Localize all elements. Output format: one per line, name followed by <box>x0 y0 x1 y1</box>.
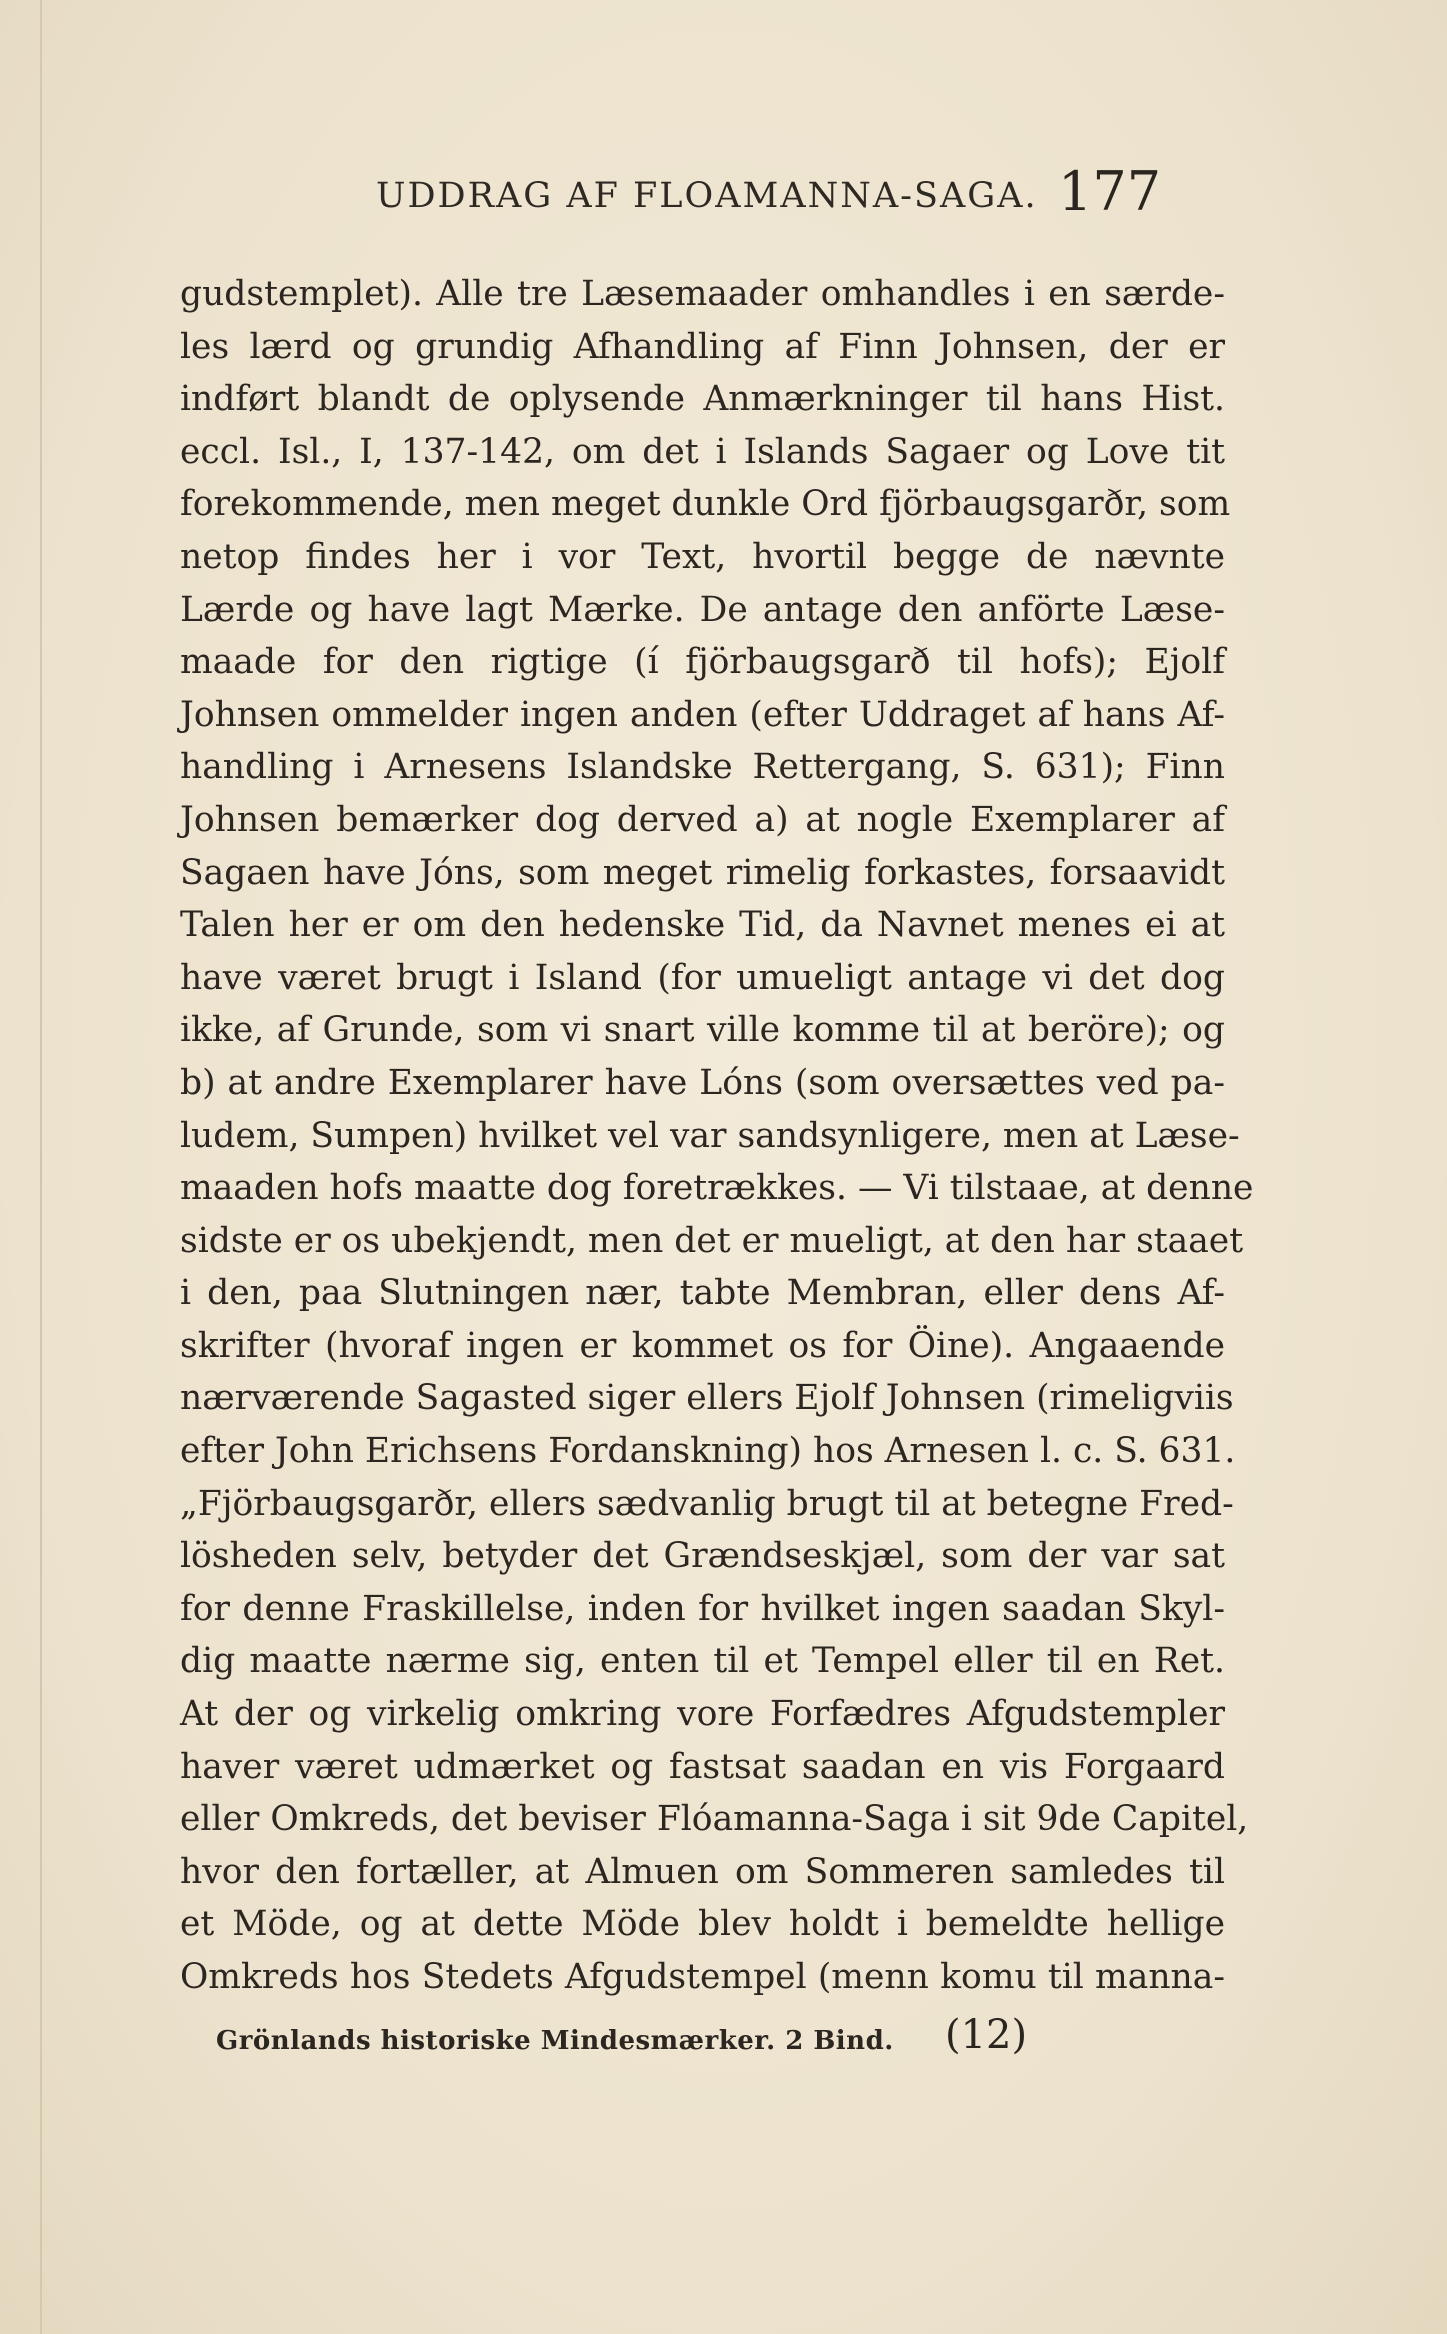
text-line: gudstemplet). Alle tre Læsemaader omhandles i en særde- <box>180 274 1225 314</box>
text-line: et Möde, og at dette Möde blev holdt i bemeldte hellige <box>180 1904 1225 1945</box>
text-line: ludem, Sumpen) hvilket vel var sandsynligere, men at Læse- <box>180 1115 1240 1156</box>
body-text <box>180 268 1254 2004</box>
text-line: dig maatte nærme sig, enten til et Tempel eller til en Ret. <box>180 1641 1225 1682</box>
signature-line: Grönlands historiske Mindesmærker. 2 Bind. <box>216 2026 894 2056</box>
text-line: At der og virkelig omkring vore Forfædres Afgudstempler <box>180 1694 1225 1735</box>
text-line: maade for den rigtige (í fjörbaugsgarð til hofs); Ejolf <box>180 642 1225 683</box>
text-line: forekommende, men meget dunkle Ord fjörbaugsgarðr, som <box>180 484 1231 525</box>
text-line: efter John Erichsens Fordanskning) hos Arnesen l. c. S. 631. <box>180 1431 1236 1472</box>
text-line: sidste er os ubekjendt, men det er mueligt, at den har staaet <box>180 1220 1244 1261</box>
page-footer <box>180 2012 1225 2072</box>
sheet-mark: (12) <box>945 2012 1028 2058</box>
text-line: indført blandt de oplysende Anmærkninger til hans Hist. <box>180 379 1225 420</box>
text-line: skrifter (hvoraf ingen er kommet os for Öine). Angaaende <box>180 1325 1225 1366</box>
text-line: eller Omkreds, det beviser Flóamanna-Saga i sit 9de Capitel, <box>180 1799 1249 1840</box>
running-head: UDDRAG AF FLOAMANNA-SAGA. <box>376 176 1038 216</box>
text-line: netop findes her i vor Text, hvortil begge de nævnte <box>180 536 1225 577</box>
page-header <box>180 158 1225 228</box>
text-line: have været brugt i Island (for umueligt antage vi det dog <box>180 957 1225 998</box>
text-line: nærværende Sagasted siger ellers Ejolf Johnsen (rimeligviis <box>180 1378 1234 1419</box>
text-line: eccl. Isl., I, 137-142, om det i Islands Sagaer og Love tit <box>180 431 1225 472</box>
text-line: i den, paa Slutningen nær, tabte Membran, eller dens Af- <box>180 1273 1225 1314</box>
text-line: „Fjörbaugsgarðr, ellers sædvanlig brugt til at betegne Fred- <box>180 1483 1234 1524</box>
text-line: Lærde og have lagt Mærke. De antage den anförte Læse- <box>180 589 1225 630</box>
text-line: Omkreds hos Stedets Afgudstempel (menn komu til manna- <box>180 1957 1225 1997</box>
text-line: maaden hofs maatte dog foretrækkes. — Vi tilstaae, at denne <box>180 1168 1254 1209</box>
text-line: Talen her er om den hedenske Tid, da Navnet menes ei at <box>180 905 1225 946</box>
text-line: hvor den fortæller, at Almuen om Sommeren samledes til <box>180 1851 1225 1892</box>
text-line: for denne Fraskillelse, inden for hvilket ingen saadan Skyl- <box>180 1588 1225 1629</box>
text-line: les lærd og grundig Afhandling af Finn Johnsen, der er <box>180 326 1225 367</box>
text-line: Johnsen ommelder ingen anden (efter Uddraget af hans Af- <box>180 694 1225 735</box>
text-line: haver været udmærket og fastsat saadan en vis Forgaard <box>180 1746 1225 1787</box>
text-line: ikke, af Grunde, som vi snart ville komme til at beröre); og <box>180 1010 1225 1051</box>
text-line: lösheden selv, betyder det Grændseskjæl, som der var sat <box>180 1536 1225 1577</box>
text-line: b) at andre Exemplarer have Lóns (som oversættes ved pa- <box>180 1062 1225 1103</box>
page-edge <box>40 0 42 2334</box>
text-line: handling i Arnesens Islandske Rettergang, S. 631); Finn <box>180 747 1225 788</box>
text-line: Johnsen bemærker dog derved a) at nogle Exemplarer af <box>180 799 1225 840</box>
text-line: Sagaen have Jóns, som meget rimelig forkastes, forsaavidt <box>180 852 1225 893</box>
page-number: 177 <box>1058 160 1162 223</box>
